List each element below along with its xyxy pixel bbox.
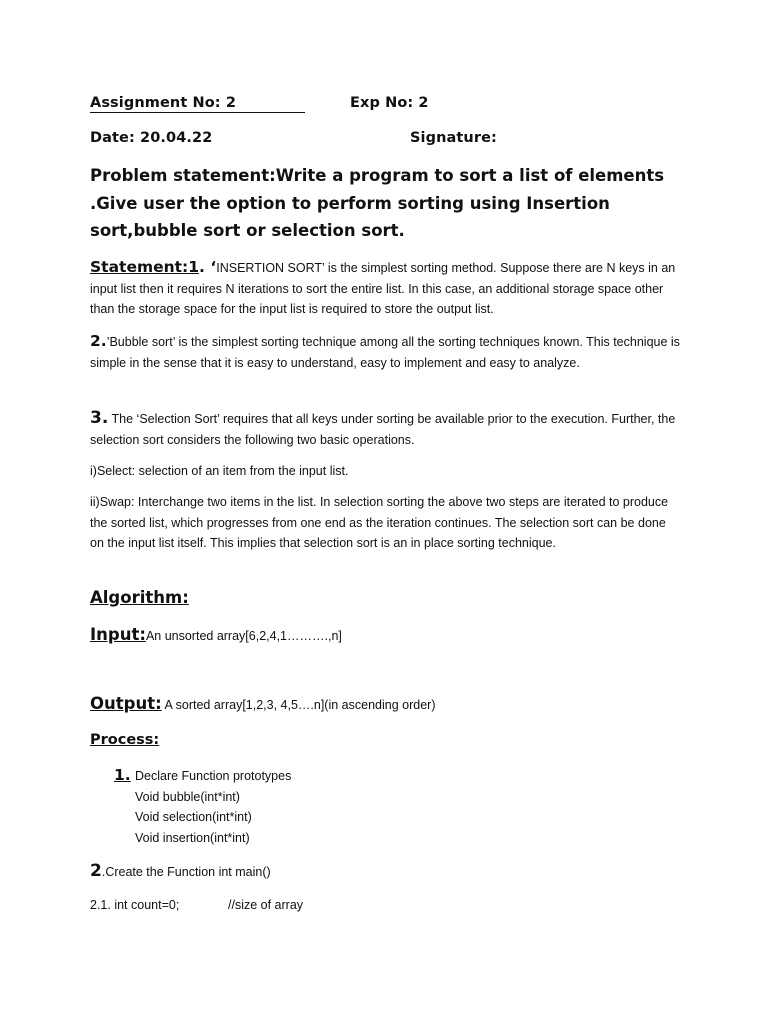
assignment-underline xyxy=(90,112,305,113)
assignment-number: Assignment No: 2 xyxy=(90,95,237,111)
operation-select: i)Select: selection of an item from the input list. xyxy=(90,464,349,478)
step-2-1-comment: //size of array xyxy=(228,898,304,912)
prototype-line: Void bubble(int*int) xyxy=(135,789,240,804)
process-heading: Process: xyxy=(90,732,160,748)
input-label: Input: xyxy=(90,625,146,644)
statement-2 xyxy=(90,331,682,373)
statement-1-label: Statement:1 xyxy=(90,258,200,276)
prototype-line: Void selection(int*int) xyxy=(135,810,252,824)
statement-3-text: The ‘Selection Sort’ requires that all keys under sorting be available prior to the execution. Further, the selection sort considers the following two basic operations. xyxy=(90,412,676,447)
output-label: Output: xyxy=(90,694,162,713)
step-2 xyxy=(90,861,271,881)
signature-field: Signature: xyxy=(410,130,497,146)
function-prototypes xyxy=(135,766,291,848)
step-1-number: 1. xyxy=(114,766,131,784)
experiment-number: Exp No: 2 xyxy=(350,95,429,111)
step-2-number: 2 xyxy=(90,861,102,881)
statement-1-separator: . ‘ xyxy=(199,258,217,276)
prototype-line: Void insertion(int*int) xyxy=(135,830,250,845)
output-text: A sorted array[1,2,3, 4,5….n](in ascending order) xyxy=(161,698,436,712)
output-line xyxy=(90,694,435,714)
statement-2-text: ’Bubble sort’ is the simplest sorting technique among all the sorting techniques known. This technique is simple in the sense that it is easy to understand, easy to implement and easy to analyze. xyxy=(90,335,680,370)
statement-3-number: 3. xyxy=(90,408,109,428)
input-line xyxy=(90,625,342,645)
problem-statement: Problem statement:Write a program to sort a list of elements .Give user the option to perform sorting using Insertion sort,bubble sort or selection sort. xyxy=(90,166,665,240)
statement-1-text: INSERTION SORT’ is the simplest sorting method. Suppose there are N keys in an input list then it requires N iterations to sort the entire list. In this case, an additional storage space other than the storage space for the input list is required to store the output list. xyxy=(90,261,676,316)
step-2-text: .Create the Function int main() xyxy=(101,865,271,879)
prototype-line: Declare Function prototypes xyxy=(135,769,292,783)
statement-3 xyxy=(90,408,682,450)
operation-swap: ii)Swap: Interchange two items in the list. In selection sorting the above two steps are iterated to produce the sorted list, which progresses from one end as the iteration continues. The selection sort can be done on the input list itself. This implies that selection sort is an in place sorting technique. xyxy=(90,495,669,550)
date-field: Date: 20.04.22 xyxy=(90,130,213,146)
input-text: An unsorted array[6,2,4,1……….,n] xyxy=(145,629,342,643)
statement-1 xyxy=(90,257,682,320)
step-2-1-code: 2.1. int count=0; xyxy=(90,898,180,912)
statement-2-number: 2. xyxy=(90,332,107,350)
algorithm-heading: Algorithm: xyxy=(90,588,189,607)
